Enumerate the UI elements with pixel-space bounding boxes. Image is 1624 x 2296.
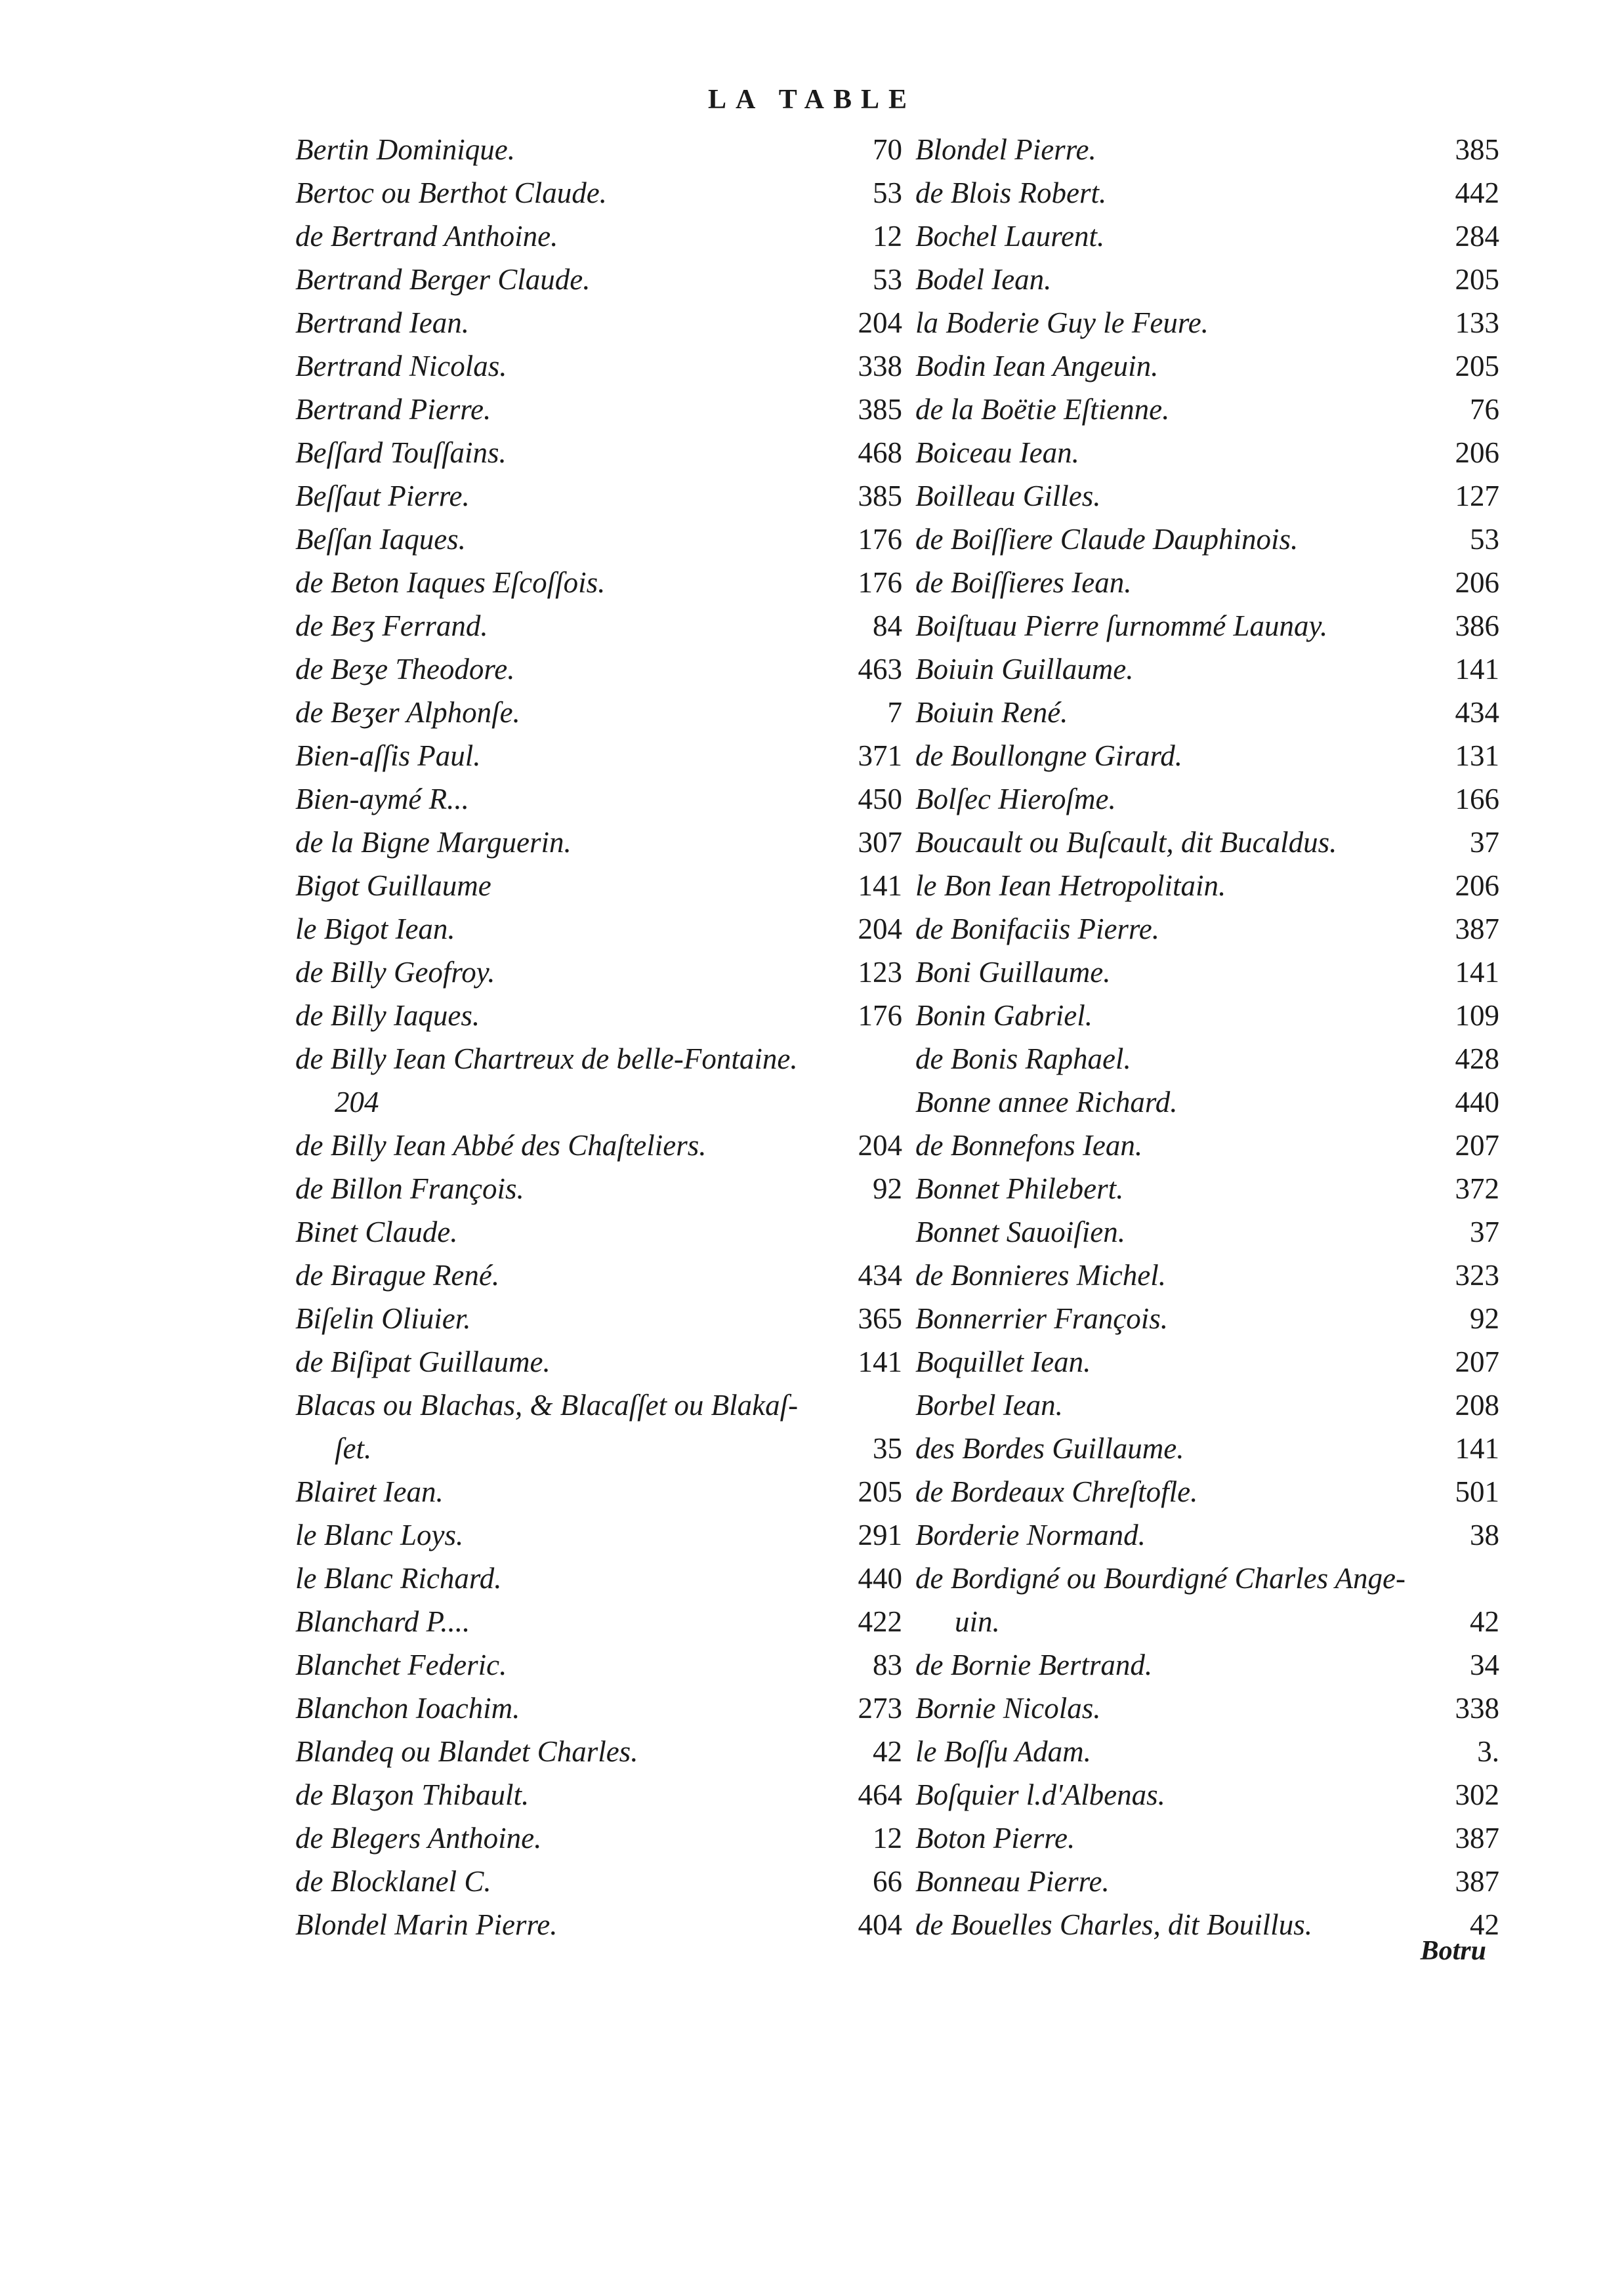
index-entry	[915, 1080, 1499, 1124]
entry-page: 53	[873, 263, 902, 296]
index-entry	[915, 1167, 1499, 1210]
entry-name: Bochel Laurent.	[915, 220, 1105, 253]
entry-name: de Beton Iaques Eſcoſſois.	[295, 566, 606, 599]
entry-name: Blanchard P....	[295, 1605, 470, 1638]
entry-page	[843, 1080, 902, 1124]
entry-page: 176	[858, 523, 902, 556]
entry-name: le Boſſu Adam.	[915, 1735, 1091, 1768]
index-entry	[915, 128, 1499, 171]
entry-page: 204	[858, 1129, 902, 1162]
entry-page: 12	[873, 1822, 902, 1855]
index-entry	[915, 1816, 1499, 1860]
entry-page: 338	[858, 350, 902, 382]
entry-page: 204	[858, 306, 902, 339]
index-entry	[295, 301, 902, 344]
entry-page: 464	[858, 1778, 902, 1811]
entry-name: Bonne annee Richard.	[915, 1086, 1178, 1118]
index-entry	[295, 1167, 902, 1210]
entry-name: de Billy Iean Abbé des Chaſteliers.	[295, 1129, 707, 1162]
entry-name: de Boiſſiere Claude Dauphinois.	[915, 523, 1299, 556]
index-entry	[915, 431, 1499, 474]
entry-page: 176	[858, 566, 902, 599]
entry-page: 385	[858, 480, 902, 512]
index-entry	[295, 604, 902, 647]
entry-name: Beſſaut Pierre.	[295, 480, 470, 512]
index-entry	[295, 1384, 902, 1470]
index-entry	[295, 431, 902, 474]
entry-page: 141	[1455, 653, 1499, 686]
entry-page: 273	[858, 1692, 902, 1725]
index-entry	[295, 1124, 902, 1167]
index-entry	[915, 1687, 1499, 1730]
entry-name: Bodel Iean.	[915, 263, 1052, 296]
entry-name: Beſſard Touſſains.	[295, 436, 507, 469]
index-entry	[295, 1773, 902, 1816]
index-entry	[915, 1513, 1499, 1557]
index-entry	[295, 171, 902, 215]
entry-page: 206	[1455, 869, 1499, 902]
entry-page: 205	[1455, 263, 1499, 296]
entry-page: 141	[1455, 1432, 1499, 1465]
entry-name: Biſelin Oliuier.	[295, 1302, 471, 1335]
entry-name: de Billon François.	[295, 1172, 524, 1205]
entry-page: 37	[1470, 826, 1499, 859]
index-entry	[295, 1557, 902, 1600]
entry-page: 92	[873, 1172, 902, 1205]
entry-name: de Blaʒon Thibault.	[295, 1778, 530, 1811]
index-entry	[915, 1643, 1499, 1687]
entry-name: Bonnet Philebert.	[915, 1172, 1124, 1205]
entry-page: 206	[1455, 436, 1499, 469]
index-entry	[915, 518, 1499, 561]
entry-page: 338	[1455, 1692, 1499, 1725]
entry-name: Blandeq ou Blandet Charles.	[295, 1735, 638, 1768]
index-entry	[295, 1600, 902, 1643]
index-entry	[915, 647, 1499, 691]
entry-name: de Bonifaciis Pierre.	[915, 912, 1159, 945]
entry-name: Bodin Iean Angeuin.	[915, 350, 1159, 382]
entry-name: de Billy Geofroy.	[295, 956, 495, 989]
entry-name: le Bigot Iean.	[295, 912, 455, 945]
entry-name: de la Boëtie Eſtienne.	[915, 393, 1170, 426]
entry-name: Bonneau Pierre.	[915, 1865, 1110, 1898]
index-entry	[915, 344, 1499, 388]
index-entry	[295, 474, 902, 518]
entry-page: 76	[1470, 393, 1499, 426]
entry-continuation: uin.	[955, 1605, 1000, 1638]
entry-page: 428	[1455, 1042, 1499, 1075]
index-entry	[295, 1340, 902, 1384]
entry-name: Boucault ou Buſcault, dit Bucaldus.	[915, 826, 1337, 859]
entry-page: 42	[873, 1735, 902, 1768]
entry-name: Bigot Guillaume	[295, 869, 491, 902]
entry-page: 372	[1455, 1172, 1499, 1205]
entry-page: 385	[1455, 133, 1499, 166]
entry-page: 434	[1455, 696, 1499, 729]
entry-page: 404	[858, 1908, 902, 1941]
index-column-left	[295, 128, 902, 1946]
entry-page: 205	[858, 1475, 902, 1508]
index-entry	[295, 215, 902, 258]
catchword: Botru	[1420, 1936, 1486, 1966]
index-entry	[295, 1037, 902, 1124]
entry-page: 123	[858, 956, 902, 989]
entry-page: 141	[858, 869, 902, 902]
entry-name: Boſquier l.d'Albenas.	[915, 1778, 1165, 1811]
entry-page: 207	[1455, 1129, 1499, 1162]
index-entry	[915, 258, 1499, 301]
entry-page	[843, 1210, 902, 1254]
entry-name: de Bouelles Charles, dit Bouillus.	[915, 1908, 1312, 1941]
entry-name: de Beʒ Ferrand.	[295, 609, 488, 642]
index-entry	[295, 1687, 902, 1730]
index-entry	[295, 777, 902, 821]
index-entry	[915, 1254, 1499, 1297]
index-entry	[295, 821, 902, 864]
index-entry	[915, 994, 1499, 1037]
index-entry	[915, 388, 1499, 431]
entry-page: 141	[1455, 956, 1499, 989]
index-entry	[295, 1513, 902, 1557]
entry-name: Bonnet Sauoiſien.	[915, 1216, 1125, 1248]
entry-page: 442	[1455, 176, 1499, 209]
entry-name: Blanchon Ioachim.	[295, 1692, 520, 1725]
entry-page: 35	[873, 1432, 902, 1465]
entry-page: 365	[858, 1302, 902, 1335]
entry-page: 204	[858, 912, 902, 945]
entry-page: 92	[1470, 1302, 1499, 1335]
entry-page: 38	[1470, 1519, 1499, 1551]
entry-name: de Blocklanel C.	[295, 1865, 491, 1898]
index-entry	[295, 994, 902, 1037]
entry-name: Blondel Marin Pierre.	[295, 1908, 558, 1941]
entry-name: Bonin Gabriel.	[915, 999, 1093, 1032]
entry-page: 109	[1455, 999, 1499, 1032]
entry-name: de Boiſſieres Iean.	[915, 566, 1132, 599]
index-entry	[915, 1340, 1499, 1384]
entry-page: 205	[1455, 350, 1499, 382]
entry-page: 323	[1455, 1259, 1499, 1292]
index-entry	[915, 561, 1499, 604]
index-entry	[295, 258, 902, 301]
entry-name: Boni Guillaume.	[915, 956, 1111, 989]
index-entry	[295, 1643, 902, 1687]
entry-name: Bertoc ou Berthot Claude.	[295, 176, 607, 209]
index-entry	[915, 604, 1499, 647]
entry-name: de la Bigne Marguerin.	[295, 826, 572, 859]
entry-name: de Bonnieres Michel.	[915, 1259, 1166, 1292]
entry-name: de Blois Robert.	[915, 176, 1107, 209]
entry-page: 501	[1455, 1475, 1499, 1508]
index-entry	[295, 691, 902, 734]
entry-name: de Bonnefons Iean.	[915, 1129, 1143, 1162]
entry-page: 12	[873, 220, 902, 253]
index-entry	[295, 734, 902, 777]
index-entry	[295, 1210, 902, 1254]
entry-name: Bertrand Berger Claude.	[295, 263, 591, 296]
index-entry	[295, 951, 902, 994]
index-entry	[295, 1730, 902, 1773]
entry-name: Beſſan Iaques.	[295, 523, 466, 556]
entry-name: Borderie Normand.	[915, 1519, 1146, 1551]
entry-name: de Beʒer Alphonſe.	[295, 696, 520, 729]
entry-name: Boquillet Iean.	[915, 1345, 1091, 1378]
index-entry	[915, 1384, 1499, 1427]
entry-page: 53	[1470, 523, 1499, 556]
entry-name: de Billy Iean Chartreux de belle-Fontaine.	[295, 1042, 798, 1075]
index-entry	[915, 1773, 1499, 1816]
entry-page: 3.	[1477, 1735, 1499, 1768]
index-entry	[915, 951, 1499, 994]
index-entry	[915, 1730, 1499, 1773]
entry-page: 386	[1455, 609, 1499, 642]
entry-name: Bertrand Pierre.	[295, 393, 491, 426]
entry-page: 291	[858, 1519, 902, 1551]
entry-name: de Bordigné ou Bourdigné Charles Ange-	[915, 1562, 1405, 1595]
entry-page: 387	[1455, 912, 1499, 945]
entry-name: Boiſtuau Pierre ſurnommé Launay.	[915, 609, 1328, 642]
index-entry	[915, 821, 1499, 864]
entry-name: Bornie Nicolas.	[915, 1692, 1101, 1725]
entry-page: 141	[858, 1345, 902, 1378]
index-entry	[295, 1470, 902, 1513]
index-entry	[915, 171, 1499, 215]
entry-name: le Blanc Loys.	[295, 1519, 464, 1551]
entry-name: de Bordeaux Chreſtofle.	[915, 1475, 1198, 1508]
entry-page: 385	[858, 393, 902, 426]
index-entry	[295, 1254, 902, 1297]
index-entry	[295, 128, 902, 171]
entry-name: Boiceau Iean.	[915, 436, 1079, 469]
entry-name: Borbel Iean.	[915, 1389, 1063, 1422]
entry-page: 302	[1455, 1778, 1499, 1811]
entry-name: Boiuin Guillaume.	[915, 653, 1134, 686]
index-entry	[915, 1297, 1499, 1340]
entry-name: Blanchet Federic.	[295, 1649, 507, 1681]
entry-page: 166	[1455, 783, 1499, 815]
entry-page: 84	[873, 609, 902, 642]
index-entry	[915, 1470, 1499, 1513]
entry-page: 53	[873, 176, 902, 209]
entry-page: 34	[1470, 1649, 1499, 1681]
entry-name: Bertrand Iean.	[295, 306, 469, 339]
entry-continuation: 204	[335, 1086, 379, 1118]
entry-page: 440	[1455, 1086, 1499, 1118]
entry-name: la Boderie Guy le Feure.	[915, 306, 1209, 339]
entry-page: 434	[858, 1259, 902, 1292]
entry-name: le Bon Iean Hetropolitain.	[915, 869, 1226, 902]
entry-page: 70	[873, 133, 902, 166]
index-entry	[915, 1903, 1499, 1946]
entry-continuation: ſet.	[335, 1432, 372, 1465]
entry-name: de Birague René.	[295, 1259, 500, 1292]
entry-name: de Bonis Raphael.	[915, 1042, 1131, 1075]
entry-page: 307	[858, 826, 902, 859]
entry-page: 7	[887, 696, 902, 729]
entry-name: Boiuin René.	[915, 696, 1068, 729]
entry-name: de Beʒe Theodore.	[295, 653, 515, 686]
entry-name: Bien-aſſis Paul.	[295, 739, 481, 772]
entry-name: Boton Pierre.	[915, 1822, 1075, 1855]
entry-page: 133	[1455, 306, 1499, 339]
entry-page: 37	[1470, 1216, 1499, 1248]
index-entry	[915, 1124, 1499, 1167]
index-entry	[915, 1557, 1499, 1643]
entry-page: 468	[858, 436, 902, 469]
index-entry	[295, 647, 902, 691]
entry-name: de Billy Iaques.	[295, 999, 480, 1032]
entry-name: des Bordes Guillaume.	[915, 1432, 1184, 1465]
index-entry	[915, 301, 1499, 344]
index-entry	[295, 1860, 902, 1903]
entry-page: 127	[1455, 480, 1499, 512]
entry-name: de Bertrand Anthoine.	[295, 220, 558, 253]
entry-page: 387	[1455, 1865, 1499, 1898]
entry-name: Blacas ou Blachas, & Blacaſſet ou Blakaſ-	[295, 1389, 799, 1422]
entry-name: Blondel Pierre.	[915, 133, 1096, 166]
entry-page: 208	[1455, 1389, 1499, 1422]
entry-name: Bolſec Hieroſme.	[915, 783, 1116, 815]
entry-page: 450	[858, 783, 902, 815]
index-entry	[295, 864, 902, 907]
index-entry	[915, 1210, 1499, 1254]
entry-page: 131	[1455, 739, 1499, 772]
page-title: LA TABLE	[707, 85, 917, 115]
entry-name: de Blegers Anthoine.	[295, 1822, 542, 1855]
entry-name: de Boullongne Girard.	[915, 739, 1183, 772]
index-entry	[915, 864, 1499, 907]
entry-name: le Blanc Richard.	[295, 1562, 502, 1595]
index-entry	[295, 1816, 902, 1860]
index-column-right	[915, 128, 1499, 1946]
index-entry	[915, 734, 1499, 777]
entry-name: de Bornie Bertrand.	[915, 1649, 1153, 1681]
entry-name: Boilleau Gilles.	[915, 480, 1101, 512]
index-entry	[295, 907, 902, 951]
index-entry	[915, 474, 1499, 518]
entry-name: Blairet Iean.	[295, 1475, 444, 1508]
index-entry	[295, 388, 902, 431]
entry-page: 440	[858, 1562, 902, 1595]
entry-page: 66	[873, 1865, 902, 1898]
index-entry	[295, 1297, 902, 1340]
index-entry	[295, 344, 902, 388]
entry-name: Bertin Dominique.	[295, 133, 515, 166]
index-entry	[915, 1427, 1499, 1470]
entry-page: 207	[1455, 1345, 1499, 1378]
entry-name: Bien-aymé R...	[295, 783, 469, 815]
entry-name: Bertrand Nicolas.	[295, 350, 507, 382]
entry-page: 83	[873, 1649, 902, 1681]
entry-page: 387	[1455, 1822, 1499, 1855]
index-entry	[915, 1037, 1499, 1080]
index-entry	[915, 907, 1499, 951]
entry-page: 206	[1455, 566, 1499, 599]
entry-page: 176	[858, 999, 902, 1032]
index-entry	[915, 691, 1499, 734]
index-entry	[295, 518, 902, 561]
entry-page: 42	[1470, 1605, 1499, 1638]
index-entry	[295, 561, 902, 604]
entry-name: Binet Claude.	[295, 1216, 458, 1248]
entry-name: Bonnerrier François.	[915, 1302, 1168, 1335]
index-entry	[915, 215, 1499, 258]
index-entry	[295, 1903, 902, 1946]
entry-page: 422	[858, 1605, 902, 1638]
entry-page: 463	[858, 653, 902, 686]
index-entry	[915, 1860, 1499, 1903]
entry-page: 371	[858, 739, 902, 772]
index-entry	[915, 777, 1499, 821]
entry-page: 284	[1455, 220, 1499, 253]
entry-page: 42	[1470, 1908, 1499, 1941]
entry-name: de Biſipat Guillaume.	[295, 1345, 551, 1378]
